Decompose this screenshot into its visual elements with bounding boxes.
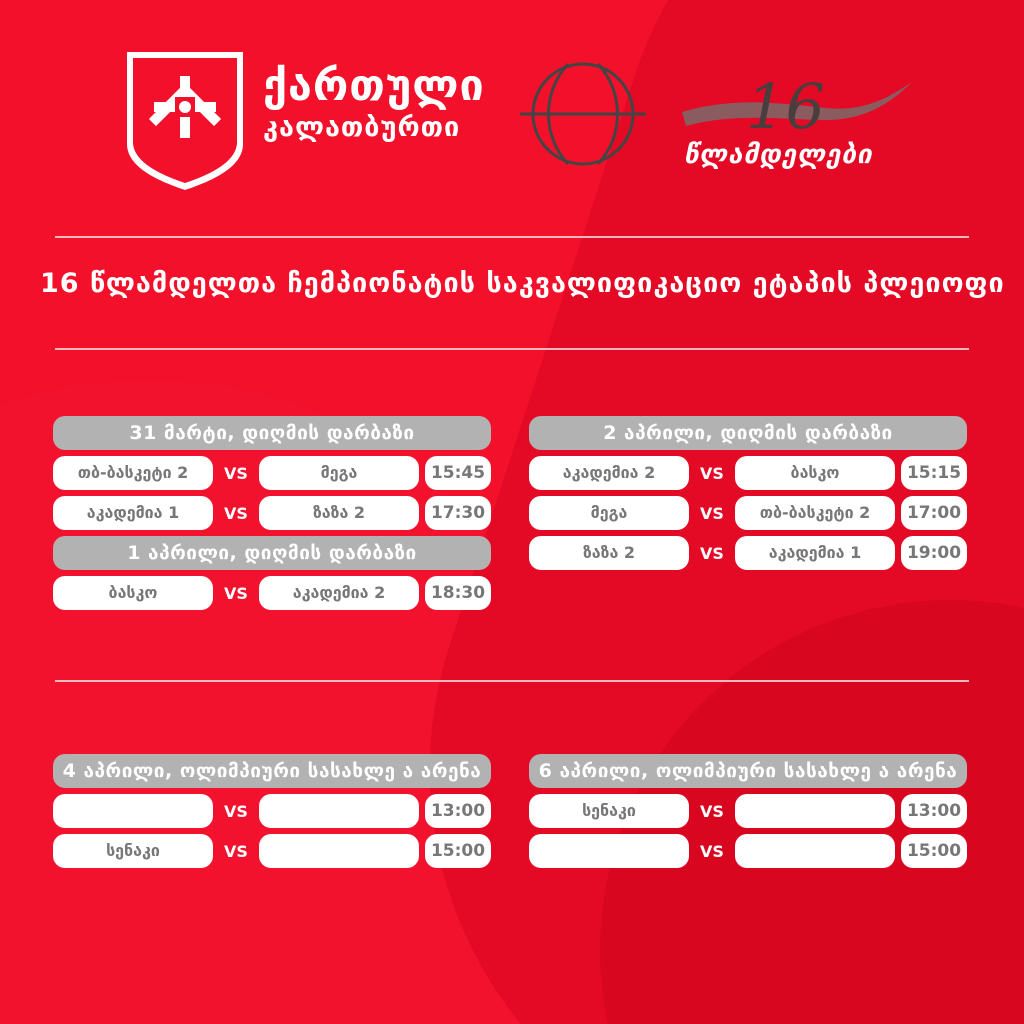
section-header: 1 აპრილი, დიღმის დარბაზი — [53, 536, 491, 570]
home-team — [53, 794, 213, 828]
away-team — [735, 834, 895, 868]
game-time: 13:00 — [901, 794, 967, 828]
section-header: 31 მარტი, დიღმის დარბაზი — [53, 416, 491, 450]
home-team: მეგა — [529, 496, 689, 530]
basketball-icon — [518, 52, 648, 174]
schedule-block — [53, 754, 491, 874]
page-title: 16 წლამდელთა ჩემპიონატის საკვალიფიკაციო ეტაპის პლეიოფი — [40, 268, 1005, 299]
game-row — [529, 536, 967, 570]
divider — [55, 348, 969, 350]
vs-label: VS — [224, 583, 248, 603]
vs-label: VS — [224, 841, 248, 861]
section-header: 4 აპრილი, ოლიმპიური სასახლე ა არენა — [53, 754, 491, 788]
u16-label: წლამდელები — [684, 140, 873, 170]
away-team: მეგა — [259, 456, 419, 490]
schedule-block — [53, 416, 491, 616]
vs-label: VS — [700, 801, 724, 821]
away-team: თბ-ბასკეტი 2 — [735, 496, 895, 530]
game-time: 19:00 — [901, 536, 967, 570]
vs-label: VS — [700, 543, 724, 563]
game-time: 15:45 — [425, 456, 491, 490]
home-team: აკადემია 2 — [529, 456, 689, 490]
home-team: ზაზა 2 — [529, 536, 689, 570]
away-team: ზაზა 2 — [259, 496, 419, 530]
schedule-block — [529, 754, 967, 874]
u16-number: 16 — [746, 70, 825, 143]
section-header: 2 აპრილი, დიღმის დარბაზი — [529, 416, 967, 450]
game-row — [529, 794, 967, 828]
home-team: სენაკი — [53, 834, 213, 868]
vs-label: VS — [224, 503, 248, 523]
vs-label: VS — [700, 841, 724, 861]
game-row — [53, 794, 491, 828]
game-row — [529, 834, 967, 868]
vs-label: VS — [700, 463, 724, 483]
game-row — [53, 834, 491, 868]
section-header: 6 აპრილი, ოლიმპიური სასახლე ა არენა — [529, 754, 967, 788]
away-team — [735, 794, 895, 828]
game-time: 17:00 — [901, 496, 967, 530]
vs-label: VS — [700, 503, 724, 523]
game-time: 18:30 — [425, 576, 491, 610]
home-team: აკადემია 1 — [53, 496, 213, 530]
away-team: აკადემია 2 — [259, 576, 419, 610]
away-team: ბასკო — [735, 456, 895, 490]
game-row — [529, 496, 967, 530]
home-team — [529, 834, 689, 868]
game-time: 17:30 — [425, 496, 491, 530]
away-team — [259, 834, 419, 868]
federation-shield-logo — [123, 48, 247, 194]
brand-wordmark — [263, 62, 485, 144]
divider — [55, 680, 969, 682]
schedule-block — [529, 416, 967, 576]
vs-label: VS — [224, 463, 248, 483]
home-team: ბასკო — [53, 576, 213, 610]
away-team: აკადემია 1 — [735, 536, 895, 570]
game-time: 15:15 — [901, 456, 967, 490]
home-team: თბ-ბასკეტი 2 — [53, 456, 213, 490]
vs-label: VS — [224, 801, 248, 821]
game-row — [53, 576, 491, 610]
divider — [55, 236, 969, 238]
game-time: 15:00 — [901, 834, 967, 868]
game-row — [53, 496, 491, 530]
home-team: სენაკი — [529, 794, 689, 828]
game-time: 13:00 — [425, 794, 491, 828]
game-time: 15:00 — [425, 834, 491, 868]
brand-title: ქართული — [263, 61, 485, 111]
game-row — [529, 456, 967, 490]
game-row — [53, 456, 491, 490]
away-team — [259, 794, 419, 828]
brand-subtitle: კალათბურთი — [263, 112, 461, 143]
